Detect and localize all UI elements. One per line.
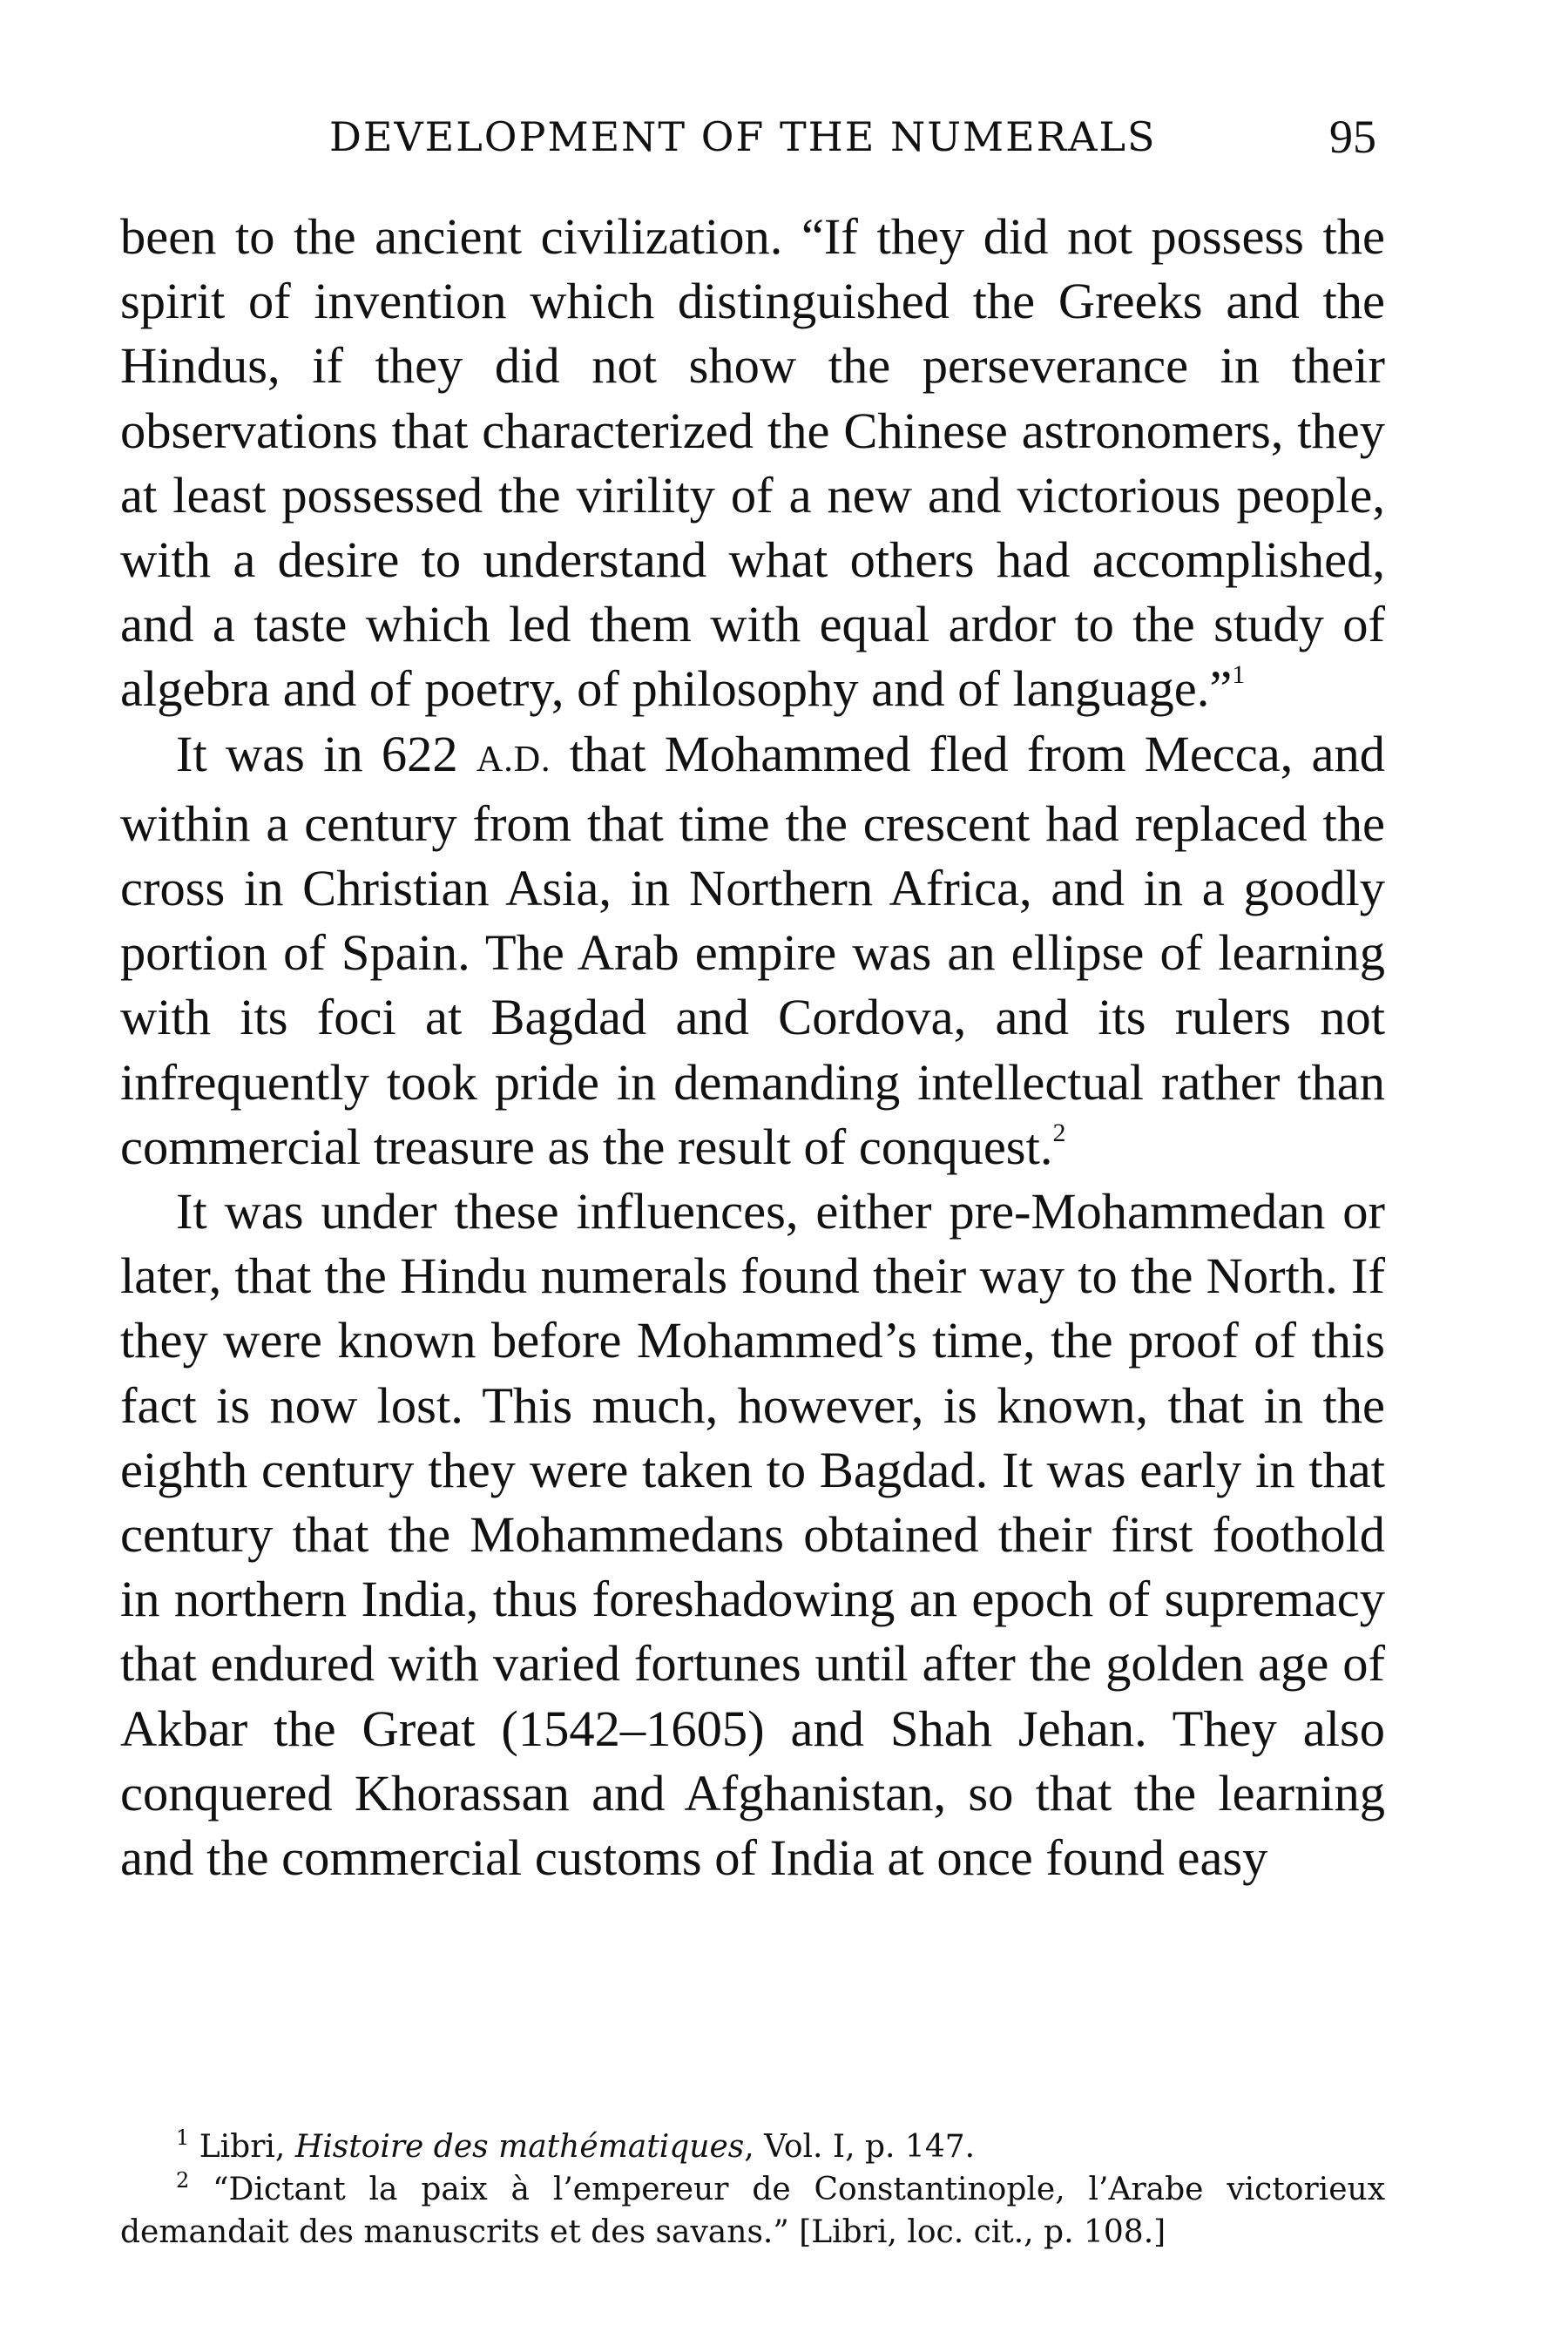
footnote-2 xyxy=(120,2168,1385,2254)
paragraph-2-text-start: It was in 622 xyxy=(176,725,476,782)
running-title: DEVELOPMENT OF THE NUMERALS xyxy=(329,113,1157,160)
page-header xyxy=(120,103,1385,164)
footnote-1 xyxy=(120,2126,1385,2168)
footnote-1-rest: , Vol. I, p. 147. xyxy=(744,2129,976,2165)
footnote-1-title: Histoire des mathématiques xyxy=(294,2129,745,2165)
footnote-2-text: “Dictant la paix à l’empereur de Constantinople, l’Arabe victorieux demandait des manuscrits et des savans.” [Libri, loc. cit., p. 108.] xyxy=(120,2172,1385,2250)
paragraph-3 xyxy=(120,1179,1385,1890)
paragraph-1 xyxy=(120,205,1385,722)
paragraph-1-text: been to the ancient civilization. “If they did not possess the spirit of invention which distinguished the Greeks and the Hindus, if they did not show the perseverance in their observations that characterized the Chinese astronomers, they at least possessed the virility of a new and victorious people, with a desire to understand what others had accomplished, and a taste which led them with equal ardor to the study of algebra and of poetry, of philosophy and of language.” xyxy=(120,208,1385,718)
page-number: 95 xyxy=(1329,111,1376,163)
anno-domini: A.D. xyxy=(476,739,551,780)
footnote-1-author: Libri, xyxy=(199,2129,295,2165)
footnote-2-mark: 2 xyxy=(176,2168,190,2193)
paragraph-2 xyxy=(120,722,1385,1179)
footnote-ref-1: 1 xyxy=(1232,660,1246,690)
footnotes xyxy=(120,2126,1385,2254)
paragraph-2-text-end: that Mohammed fled from Mecca, and within a century from that time the crescent had replaced the cross in Christian Asia, in Northern Africa, and in a goodly portion of Spain. The Arab empire was an ellipse of learning with its foci at Bagdad and Cordova, and its rulers not infrequently took pride in demanding intellectual rather than commercial treasure as the result of conquest. xyxy=(120,725,1385,1175)
body-text xyxy=(120,205,1385,1890)
footnote-ref-2: 2 xyxy=(1052,1118,1066,1147)
footnote-1-mark: 1 xyxy=(176,2126,190,2150)
paragraph-3-text: It was under these influences, either pre-Mohammedan or later, that the Hindu numerals found their way to the North. If they were known before Mohammed’s time, the proof of this fact is now lost. This much, however, is known, that in the eighth century they were taken to Bagdad. It was early in that century that the Mohammedans obtained their first foothold in northern India, thus foreshadowing an epoch of supremacy that endured with varied fortunes until after the golden age of Akbar the Great (1542–1605) and Shah Jehan. They also conquered Khorassan and Afghanistan, so that the learning and the commercial customs of India at once found easy xyxy=(120,1183,1385,1887)
